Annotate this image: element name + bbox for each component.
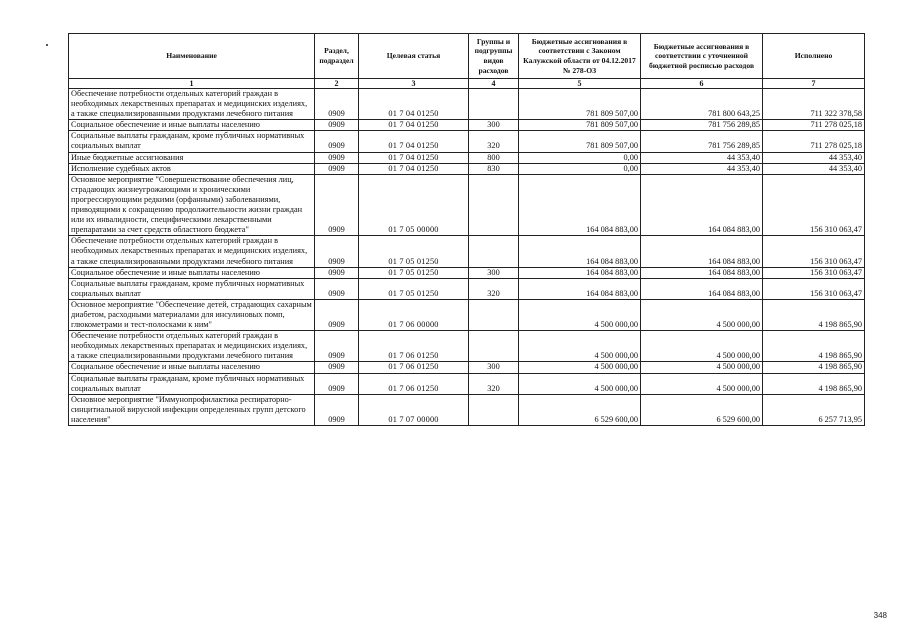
row-expense-group: 320 bbox=[469, 373, 519, 394]
row-target-article: 01 7 06 01250 bbox=[359, 373, 469, 394]
header-refined-allocations: Бюджетные ассигнования в соответствии с уточненной бюджетной росписью расходов bbox=[641, 34, 763, 79]
table-row bbox=[69, 373, 865, 394]
row-section: 0909 bbox=[315, 299, 359, 330]
column-number: 3 bbox=[359, 79, 469, 89]
row-name: Основное мероприятие "Иммунопрофилактика респираторно-синцитиальной вирусной инфекции определенных групп детского населения" bbox=[69, 394, 315, 425]
table-row bbox=[69, 362, 865, 373]
row-executed-amount: 156 310 063,47 bbox=[763, 174, 865, 236]
row-expense-group: 320 bbox=[469, 131, 519, 152]
row-law-amount: 4 500 000,00 bbox=[519, 373, 641, 394]
row-expense-group: 320 bbox=[469, 278, 519, 299]
row-expense-group: 300 bbox=[469, 267, 519, 278]
column-number-row bbox=[69, 79, 865, 89]
row-name: Обеспечение потребности отдельных категорий граждан в необходимых лекарственных препаратах и медицинских изделиях, а также специализированными продуктами лечебного питания bbox=[69, 236, 315, 267]
row-law-amount: 781 809 507,00 bbox=[519, 89, 641, 120]
row-law-amount: 781 809 507,00 bbox=[519, 131, 641, 152]
table-row bbox=[69, 163, 865, 174]
row-refined-amount: 164 084 883,00 bbox=[641, 278, 763, 299]
row-name: Социальные выплаты гражданам, кроме публичных нормативных социальных выплат bbox=[69, 278, 315, 299]
row-refined-amount: 4 500 000,00 bbox=[641, 331, 763, 362]
row-section: 0909 bbox=[315, 362, 359, 373]
row-section: 0909 bbox=[315, 174, 359, 236]
row-law-amount: 0,00 bbox=[519, 152, 641, 163]
row-executed-amount: 156 310 063,47 bbox=[763, 236, 865, 267]
header-executed: Исполнено bbox=[763, 34, 865, 79]
row-section: 0909 bbox=[315, 394, 359, 425]
row-target-article: 01 7 04 01250 bbox=[359, 120, 469, 131]
row-name: Социальные выплаты гражданам, кроме публичных нормативных социальных выплат bbox=[69, 131, 315, 152]
row-refined-amount: 4 500 000,00 bbox=[641, 299, 763, 330]
row-law-amount: 4 500 000,00 bbox=[519, 331, 641, 362]
header-law-allocations: Бюджетные ассигнования в соответствии с Законом Калужской области от 04.12.2017 № 278-ОЗ bbox=[519, 34, 641, 79]
table-row bbox=[69, 89, 865, 120]
row-section: 0909 bbox=[315, 267, 359, 278]
row-refined-amount: 164 084 883,00 bbox=[641, 236, 763, 267]
row-section: 0909 bbox=[315, 131, 359, 152]
row-executed-amount: 711 278 025,18 bbox=[763, 120, 865, 131]
row-target-article: 01 7 06 01250 bbox=[359, 331, 469, 362]
row-refined-amount: 164 084 883,00 bbox=[641, 267, 763, 278]
header-section: Раздел, подраздел bbox=[315, 34, 359, 79]
row-refined-amount: 6 529 600,00 bbox=[641, 394, 763, 425]
row-section: 0909 bbox=[315, 373, 359, 394]
row-law-amount: 0,00 bbox=[519, 163, 641, 174]
table-row bbox=[69, 236, 865, 267]
row-section: 0909 bbox=[315, 120, 359, 131]
row-target-article: 01 7 04 01250 bbox=[359, 152, 469, 163]
row-section: 0909 bbox=[315, 152, 359, 163]
row-refined-amount: 781 756 289,85 bbox=[641, 131, 763, 152]
row-target-article: 01 7 07 00000 bbox=[359, 394, 469, 425]
row-refined-amount: 4 500 000,00 bbox=[641, 362, 763, 373]
table-row bbox=[69, 174, 865, 236]
row-target-article: 01 7 04 01250 bbox=[359, 163, 469, 174]
row-target-article: 01 7 06 01250 bbox=[359, 362, 469, 373]
row-name: Основное мероприятие "Обеспечение детей, страдающих сахарным диабетом, расходными материалами для инсулиновых помп, глюкометрами и тест-полосками к ним" bbox=[69, 299, 315, 330]
budget-execution-table bbox=[68, 33, 865, 426]
column-number: 7 bbox=[763, 79, 865, 89]
row-section: 0909 bbox=[315, 236, 359, 267]
row-refined-amount: 781 800 643,25 bbox=[641, 89, 763, 120]
row-target-article: 01 7 05 01250 bbox=[359, 278, 469, 299]
row-name: Обеспечение потребности отдельных категорий граждан в необходимых лекарственных препаратах и медицинских изделиях, а также специализированными продуктами лечебного питания bbox=[69, 89, 315, 120]
row-refined-amount: 44 353,40 bbox=[641, 152, 763, 163]
row-name: Социальное обеспечение и иные выплаты населению bbox=[69, 120, 315, 131]
row-law-amount: 164 084 883,00 bbox=[519, 267, 641, 278]
row-section: 0909 bbox=[315, 331, 359, 362]
column-number: 1 bbox=[69, 79, 315, 89]
row-executed-amount: 4 198 865,90 bbox=[763, 362, 865, 373]
row-section: 0909 bbox=[315, 163, 359, 174]
header-name: Наименование bbox=[69, 34, 315, 79]
column-number: 6 bbox=[641, 79, 763, 89]
row-name: Социальное обеспечение и иные выплаты населению bbox=[69, 267, 315, 278]
page-number: 348 bbox=[873, 611, 887, 620]
row-executed-amount: 44 353,40 bbox=[763, 163, 865, 174]
row-law-amount: 164 084 883,00 bbox=[519, 236, 641, 267]
header-target-article: Целевая статья bbox=[359, 34, 469, 79]
row-refined-amount: 781 756 289,85 bbox=[641, 120, 763, 131]
row-expense-group bbox=[469, 299, 519, 330]
row-target-article: 01 7 05 00000 bbox=[359, 174, 469, 236]
table-row bbox=[69, 394, 865, 425]
column-number: 5 bbox=[519, 79, 641, 89]
row-law-amount: 6 529 600,00 bbox=[519, 394, 641, 425]
header-row bbox=[69, 34, 865, 79]
row-expense-group bbox=[469, 236, 519, 267]
header-expense-group: Группы и подгруппы видов расходов bbox=[469, 34, 519, 79]
row-executed-amount: 156 310 063,47 bbox=[763, 278, 865, 299]
row-law-amount: 4 500 000,00 bbox=[519, 362, 641, 373]
row-section: 0909 bbox=[315, 89, 359, 120]
row-executed-amount: 4 198 865,90 bbox=[763, 373, 865, 394]
row-name: Обеспечение потребности отдельных категорий граждан в необходимых лекарственных препаратах и медицинских изделиях, а также специализированными продуктами лечебного питания bbox=[69, 331, 315, 362]
row-executed-amount: 4 198 865,90 bbox=[763, 331, 865, 362]
row-name: Основное мероприятие "Совершенствование обеспечения лиц, страдающих жизнеугрожающими и хроническими прогрессирующими редкими (орфанными) заболеваниями, приводящими к сокращению продолжительности жизни граждан или их инвалидности, специфическими лекарственными препаратами за счет средств областного бюджета" bbox=[69, 174, 315, 236]
row-law-amount: 164 084 883,00 bbox=[519, 278, 641, 299]
column-number: 2 bbox=[315, 79, 359, 89]
column-number: 4 bbox=[469, 79, 519, 89]
row-expense-group bbox=[469, 174, 519, 236]
row-target-article: 01 7 06 00000 bbox=[359, 299, 469, 330]
row-refined-amount: 44 353,40 bbox=[641, 163, 763, 174]
row-law-amount: 164 084 883,00 bbox=[519, 174, 641, 236]
row-expense-group bbox=[469, 394, 519, 425]
table-row bbox=[69, 120, 865, 131]
row-name: Исполнение судебных актов bbox=[69, 163, 315, 174]
table-row bbox=[69, 331, 865, 362]
row-target-article: 01 7 05 01250 bbox=[359, 267, 469, 278]
table-row bbox=[69, 299, 865, 330]
row-executed-amount: 6 257 713,95 bbox=[763, 394, 865, 425]
row-expense-group: 300 bbox=[469, 362, 519, 373]
row-refined-amount: 4 500 000,00 bbox=[641, 373, 763, 394]
table-row bbox=[69, 278, 865, 299]
row-law-amount: 4 500 000,00 bbox=[519, 299, 641, 330]
table-row bbox=[69, 152, 865, 163]
table-row bbox=[69, 267, 865, 278]
row-target-article: 01 7 05 01250 bbox=[359, 236, 469, 267]
row-expense-group: 830 bbox=[469, 163, 519, 174]
row-target-article: 01 7 04 01250 bbox=[359, 131, 469, 152]
row-target-article: 01 7 04 01250 bbox=[359, 89, 469, 120]
row-expense-group: 800 bbox=[469, 152, 519, 163]
row-refined-amount: 164 084 883,00 bbox=[641, 174, 763, 236]
row-executed-amount: 711 278 025,18 bbox=[763, 131, 865, 152]
scan-speck bbox=[46, 44, 48, 46]
row-executed-amount: 711 322 378,58 bbox=[763, 89, 865, 120]
table-row bbox=[69, 131, 865, 152]
row-name: Социальные выплаты гражданам, кроме публичных нормативных социальных выплат bbox=[69, 373, 315, 394]
row-expense-group: 300 bbox=[469, 120, 519, 131]
row-executed-amount: 4 198 865,90 bbox=[763, 299, 865, 330]
row-executed-amount: 44 353,40 bbox=[763, 152, 865, 163]
row-expense-group bbox=[469, 89, 519, 120]
row-name: Иные бюджетные ассигнования bbox=[69, 152, 315, 163]
row-section: 0909 bbox=[315, 278, 359, 299]
row-expense-group bbox=[469, 331, 519, 362]
row-name: Социальное обеспечение и иные выплаты населению bbox=[69, 362, 315, 373]
row-law-amount: 781 809 507,00 bbox=[519, 120, 641, 131]
row-executed-amount: 156 310 063,47 bbox=[763, 267, 865, 278]
